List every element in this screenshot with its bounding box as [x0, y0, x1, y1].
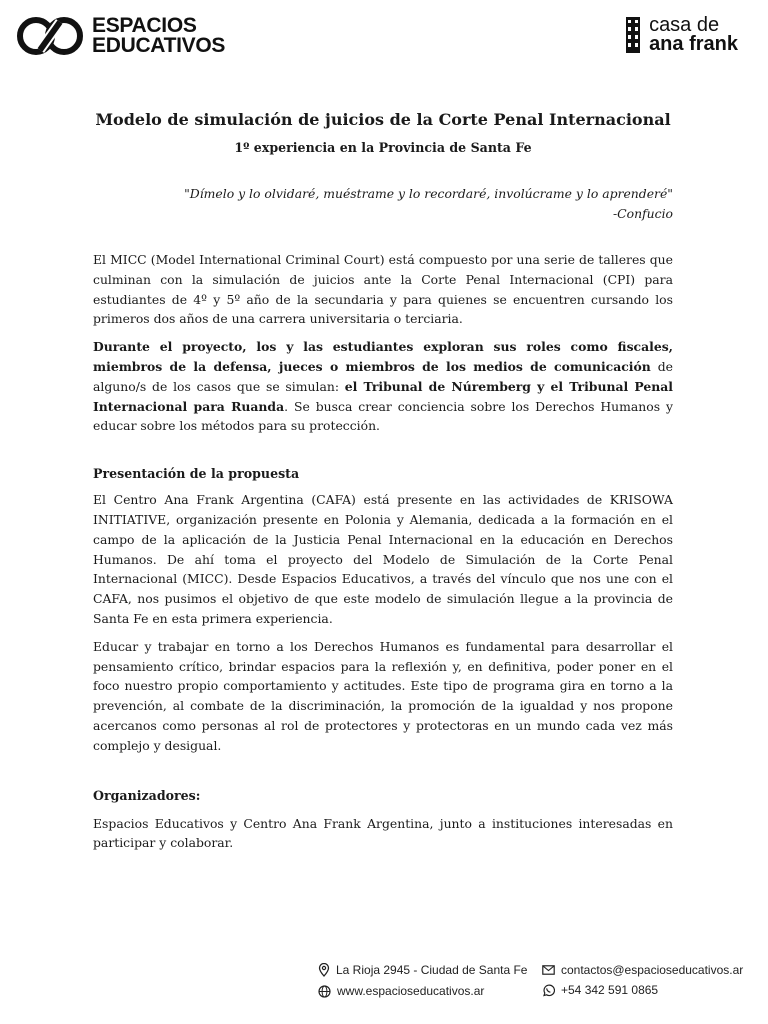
footer-email[interactable] — [542, 963, 743, 977]
letterhead — [0, 0, 768, 80]
document-subtitle: 1º experiencia en la Provincia de Santa Fe — [234, 140, 532, 155]
envelope-icon — [542, 965, 555, 975]
footer-phone[interactable] — [542, 983, 658, 997]
footer-website[interactable] — [318, 984, 484, 998]
paragraph-organizadores: Espacios Educativos y Centro Ana Frank Argentina, junto a instituciones interesadas en participar y colaborar. — [93, 815, 673, 851]
phone-text[interactable]: +54 342 591 0865 — [561, 983, 659, 997]
roles-text-end: . Se busca crear conciencia sobre los Derechos Humanos y educar sobre los métodos para su protección. — [93, 398, 674, 434]
quote-text: "Dímelo y lo olvidaré, muéstrame y lo recordaré, involúcrame y lo aprenderé" — [184, 186, 673, 201]
logo-line-1: ESPACIOS — [92, 14, 197, 37]
address-text: La Rioja 2945 - Ciudad de Santa Fe — [336, 963, 528, 977]
globe-icon — [318, 985, 331, 998]
document-body — [93, 108, 673, 853]
section-heading-organizadores: Organizadores: — [93, 787, 201, 803]
contact-footer — [318, 960, 758, 1010]
footer-address — [318, 963, 527, 977]
infinity-logo-icon — [16, 16, 84, 56]
quote-author: -Confucio — [612, 206, 673, 221]
epigraph — [93, 184, 673, 224]
building-icon — [625, 16, 641, 54]
document-title: Modelo de simulación de juicios de la Corte Penal Internacional — [95, 110, 671, 129]
section-heading-propuesta: Presentación de la propuesta — [93, 466, 300, 482]
logo-line-2: EDUCATIVOS — [92, 34, 226, 57]
whatsapp-icon — [542, 984, 555, 997]
logo2-line-1: casa de — [649, 14, 720, 36]
paragraph-intro: El MICC (Model International Criminal Court) está compuesto por una serie de talleres que culminan con la simulación de juicios ante la Corte Penal Internacional (CPI) para estudiantes de 4º y 5º año de la secundaria y para quienes se encuentren cursando los primeros dos años de una carrera universitaria o terciaria. — [93, 252, 673, 327]
casa-de-ana-frank-logo — [625, 16, 738, 54]
roles-text: de alguno/s de los casos que se simulan: — [93, 358, 674, 394]
map-pin-icon — [318, 963, 330, 977]
paragraph-derechos-humanos: Educar y trabajar en torno a los Derechos Humanos es fundamental para desarrollar el pensamiento crítico, brindar espacios para la reflexión y, en definitiva, poder poner en el foco nuestro propio comportamiento y actitudes. Este tipo de programa gira en torno a la prevención, al combate de la discriminación, la promoción de la igualdad y nos propone acercanos como personas al rol de protectores y protectoras en un mundo cada vez más complejo y desigual. — [93, 638, 673, 753]
email-link[interactable]: contactos@espacioseducativos.ar — [561, 963, 744, 977]
paragraph-roles — [93, 337, 673, 436]
roles-bold: Durante el proyecto, los y las estudiantes exploran sus roles como fiscales, miembros de la defensa, jueces o miembros de los medios de comunicación — [93, 339, 673, 374]
paragraph-propuesta: El Centro Ana Frank Argentina (CAFA) está presente en las actividades de KRISOWA INITIATIVE, organización presente en Polonia y Alemania, dedicada a la formación en el campo de la aplicación de la Justicia Penal Internacional en la educación en Derechos Humanos. De ahí toma el proyecto del Modelo de Simulación de la Corte Penal Internacional (MICC). Desde Espacios Educativos, a través del vínculo que nos une con el CAFA, nos pusimos el objetivo de que este modelo de simulación llegue a la provincia de Santa Fe en esta primera experiencia. — [93, 492, 673, 626]
website-link[interactable]: www.espacioseducativos.ar — [337, 984, 485, 998]
tribunals-bold: el Tribunal de Núremberg y el Tribunal Penal Internacional para Ruanda — [93, 378, 673, 414]
espacios-educativos-logo — [16, 16, 225, 56]
logo2-line-2: ana frank — [649, 33, 738, 55]
